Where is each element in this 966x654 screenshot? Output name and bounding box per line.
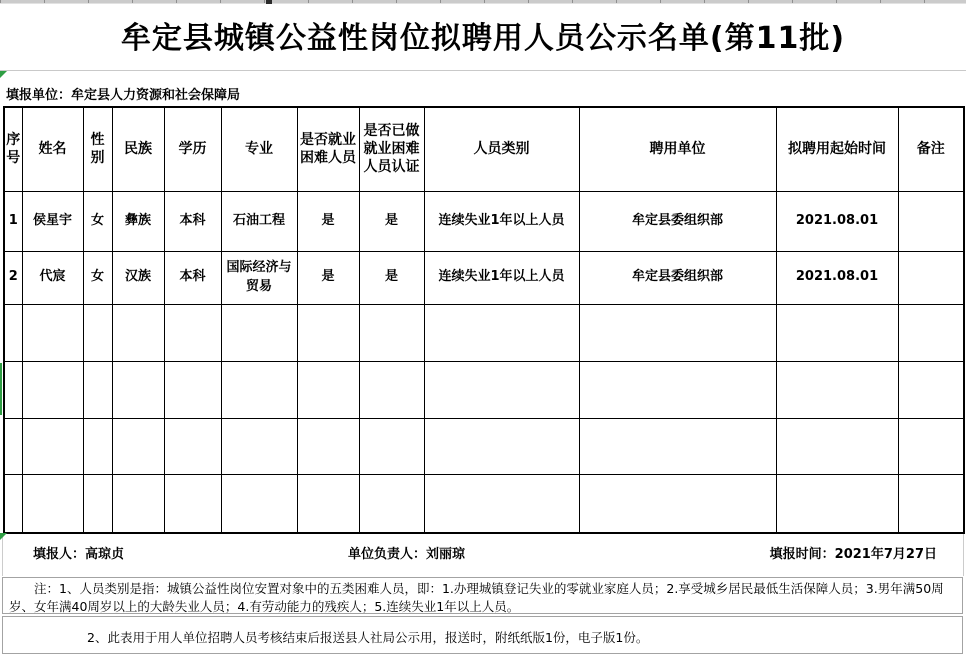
- col-header-education: 学历: [164, 107, 221, 191]
- cell-ethnicity: 汉族: [112, 251, 164, 304]
- cell-category: 连续失业1年以上人员: [424, 191, 579, 251]
- filler-name-label: 填报人：高琼贞: [33, 547, 125, 562]
- cell-gender: 女: [83, 191, 112, 251]
- col-header-ethnicity: 民族: [112, 107, 164, 191]
- top-edge-dark-tick: [266, 0, 272, 4]
- personnel-table: [3, 106, 965, 534]
- cell-ethnicity: 彝族: [112, 191, 164, 251]
- excel-green-corner-marker: [0, 533, 7, 540]
- table-row: [4, 251, 964, 304]
- col-header-category: 人员类别: [424, 107, 579, 191]
- note-box-2: [2, 616, 963, 654]
- empty-table-row: [4, 361, 964, 418]
- cell-no: 1: [4, 191, 22, 251]
- excel-green-edge-sliver: [0, 363, 2, 415]
- col-header-certified: 是否已做就业困难人员认证: [359, 107, 424, 191]
- cell-education: 本科: [164, 191, 221, 251]
- cell-start-date: 2021.08.01: [776, 251, 898, 304]
- cell-difficulty: 是: [297, 191, 359, 251]
- report-time-label: 填报时间：2021年7月27日: [769, 547, 937, 562]
- note-2-text: 2、此表用于用人单位招聘人员考核结束后报送县人社局公示用，报送时，附纸纸版1份，电子版1份。: [87, 630, 649, 645]
- cell-remark: [898, 251, 964, 304]
- empty-table-row: [4, 418, 964, 474]
- empty-table-row: [4, 474, 964, 533]
- table-header-row: [4, 107, 964, 191]
- col-header-major: 专业: [221, 107, 297, 191]
- cell-certified: 是: [359, 251, 424, 304]
- note-box-1: [2, 577, 963, 614]
- note-1-text: 注：1、人员类别是指：城镇公益性岗位安置对象中的五类困难人员，即：1.办理城镇登记失业的零就业家庭人员；2.享受城乡居民最低生活保障人员；3.男年满50周岁、女年满40周岁以上的大龄失业人员；4.有劳动能力的残疾人；5.连续失业1年以上人员。: [9, 581, 944, 614]
- cell-gender: 女: [83, 251, 112, 304]
- col-header-start-date: 拟聘用起始时间: [776, 107, 898, 191]
- cell-name: 代宸: [22, 251, 83, 304]
- unit-head-label: 单位负责人：刘丽琼: [348, 547, 466, 562]
- spreadsheet-top-edge-strip: [0, 0, 966, 4]
- cell-major: 国际经济与贸易: [221, 251, 297, 304]
- col-header-difficulty: 是否就业困难人员: [297, 107, 359, 191]
- table-row: [4, 191, 964, 251]
- reporting-unit-label: 填报单位：牟定县人力资源和社会保障局: [6, 88, 241, 103]
- excel-green-corner-marker: [0, 71, 7, 78]
- col-header-no: 序号: [4, 107, 22, 191]
- cell-difficulty: 是: [297, 251, 359, 304]
- col-header-employer: 聘用单位: [579, 107, 776, 191]
- col-header-remark: 备注: [898, 107, 964, 191]
- page-title: 牟定县城镇公益性岗位拟聘用人员公示名单(第11批): [120, 21, 846, 56]
- cell-remark: [898, 191, 964, 251]
- cell-start-date: 2021.08.01: [776, 191, 898, 251]
- cell-name: 侯星宇: [22, 191, 83, 251]
- cell-category: 连续失业1年以上人员: [424, 251, 579, 304]
- col-header-gender: 性别: [83, 107, 112, 191]
- signature-footer: [2, 534, 964, 576]
- empty-table-row: [4, 304, 964, 361]
- cell-education: 本科: [164, 251, 221, 304]
- cell-certified: 是: [359, 191, 424, 251]
- col-header-name: 姓名: [22, 107, 83, 191]
- title-divider: [0, 70, 966, 71]
- cell-employer: 牟定县委组织部: [579, 251, 776, 304]
- cell-employer: 牟定县委组织部: [579, 191, 776, 251]
- cell-major: 石油工程: [221, 191, 297, 251]
- cell-no: 2: [4, 251, 22, 304]
